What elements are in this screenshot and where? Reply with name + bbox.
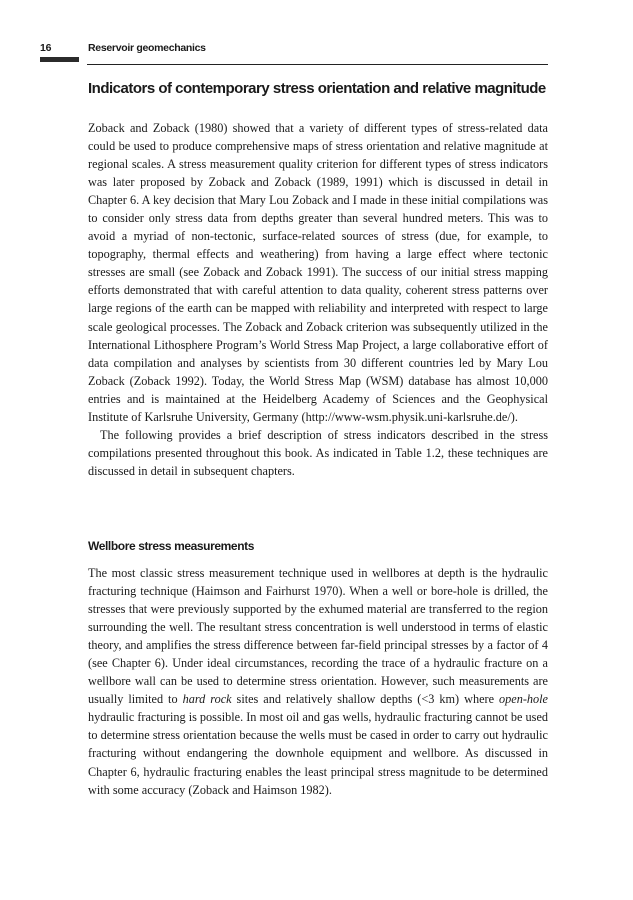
section-title: Indicators of contemporary stress orientation and relative magnitude	[88, 80, 546, 97]
paragraph-text: sites and relatively shallow depths (<3 km) where	[231, 692, 500, 707]
paragraph-text: hydraulic fracturing is possible. In most oil and gas wells, hydraulic fracturing cannot be used to determine stress orientation because the wells must be cased in order to carry out hydraulic fracturing without endangering the downhole equipment and wellbore. As discussed in Chapter 6, hydraulic fracturing enables the least principal stress magnitude to be determined with some accuracy (Zoback and Haimson 1982).	[88, 710, 548, 797]
header-tab-bar	[40, 57, 79, 62]
paragraph	[88, 564, 548, 799]
italic-term: open-hole	[499, 692, 548, 707]
running-title: Reservoir geomechanics	[88, 42, 206, 54]
paragraph: Zoback and Zoback (1980) showed that a variety of different types of stress-related data could be used to produce comprehensive maps of stress orientation and relative magnitude at regional scales. A stress measurement quality criterion for different types of stress indicators was later proposed by Zoback and Zoback (1989, 1991) which is discussed in detail in Chapter 6. A key decision that Mary Lou Zoback and I made in these initial compilations was to consider only stress data from depths greater than several hundred meters. This was to avoid a myriad of non-tectonic, surface-related sources of stress (due, for example, to topography, thermal effects and weathering) from having a large effect where tectonic stresses are small (see Zoback and Zoback 1991). The success of our initial stress mapping efforts demonstrated that with careful attention to data quality, coherent stress patterns over large regions of the earth can be mapped with reliability and interpreted with respect to large scale geological processes. The Zoback and Zoback criterion was subsequently utilized in the International Lithosphere Program’s World Stress Map Project, a large collaborative effort of data compilation and analyses by scientists from 30 different countries led by Mary Lou Zoback (Zoback 1992). Today, the World Stress Map (WSM) database has almost 10,000 entries and is maintained at the Heidelberg Academy of Sciences and the Geophysical Institute of Karlsruhe University, Germany (http://www-wsm.physik.uni-karlsruhe.de/).	[88, 121, 548, 424]
page-number: 16	[40, 42, 52, 54]
paragraph: The following provides a brief description of stress indicators described in the stress compilations presented throughout this book. As indicated in Table 1.2, these techniques are discussed in detail in subsequent chapters.	[88, 427, 548, 478]
header-rule	[87, 64, 548, 65]
paragraph-text: The most classic stress measurement technique used in wellbores at depth is the hydraulic fracturing technique (Haimson and Fairhurst 1970). When a well or bore-hole is drilled, the stresses that were previously supported by the exhumed material are transferred to the region surrounding the well. The resultant stress concentration is well understood in terms of elastic theory, and amplifies the stress difference between far-field principal stresses by a factor of 4 (see Chapter 6). Under ideal circumstances, recording the trace of a hydraulic fracture on a wellbore wall can be used to determine stress orientation. However, such measurements are usually limited to	[88, 566, 548, 707]
section-body	[88, 119, 548, 480]
subsection-title: Wellbore stress measurements	[88, 539, 254, 553]
subsection-body	[88, 564, 548, 799]
page-header	[40, 42, 548, 62]
italic-term: hard rock	[182, 692, 232, 707]
